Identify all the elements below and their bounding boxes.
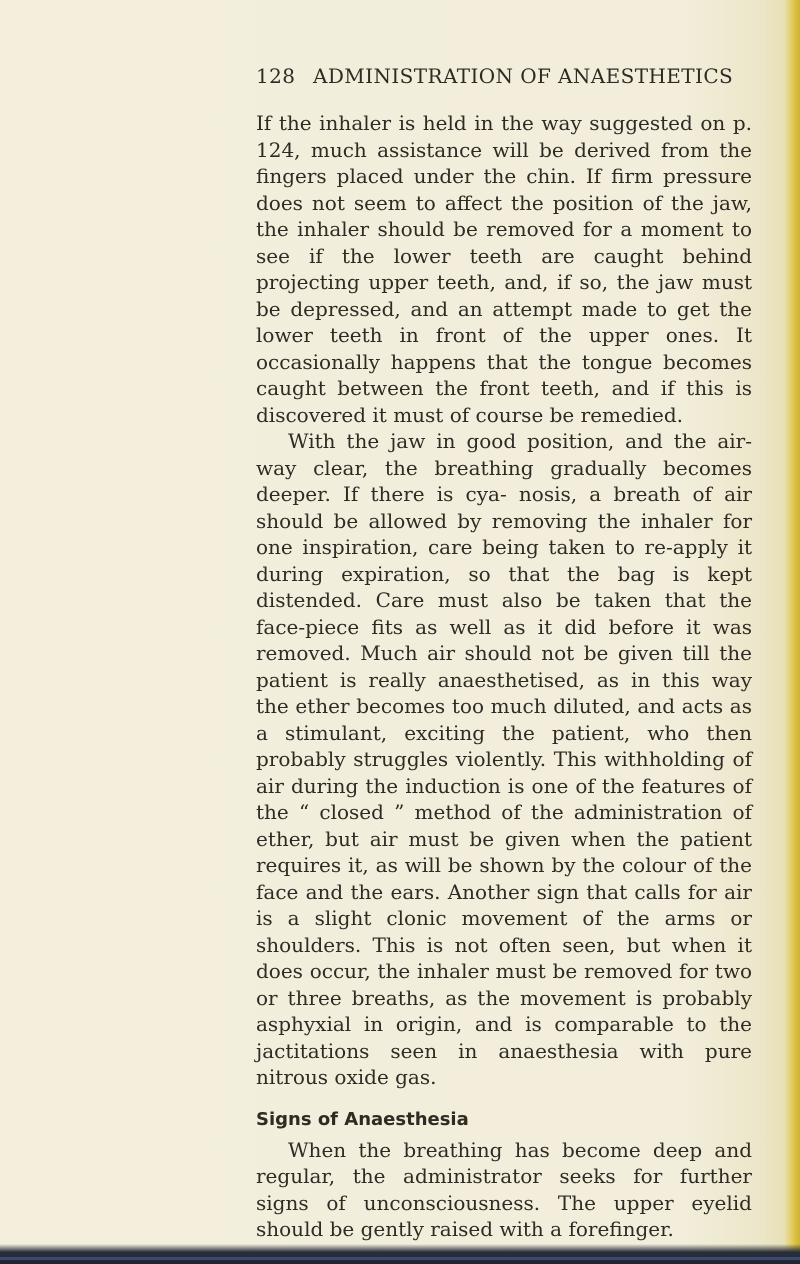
body-text bbox=[256, 110, 752, 1243]
running-title: ADMINISTRATION OF ANAESTHETICS bbox=[313, 64, 734, 88]
page-bottom-edge bbox=[0, 1244, 800, 1264]
page-edge-shadow bbox=[784, 0, 800, 1264]
paragraph-2: With the jaw in good position, and the air-way clear, the breathing gradually becomes deeper. If there is cya- nosis, a breath of air should be allowed by removing the inhaler for one inspiration, care being taken to re-apply it during expiration, so that the bag is kept distended. Care must also be taken that the face-piece fits as well as it did before it was removed. Much air should not be given till the patient is really anaesthetised, as in this way the ether becomes too much diluted, and acts as a stimulant, exciting the patient, who then probably struggles violently. This withholding of air during the induction is one of the features of the “ closed ” method of the administration of ether, but air must be given when the patient requires it, as will be shown by the colour of the face and the ears. Another sign that calls for air is a slight clonic movement of the arms or shoulders. This is not often seen, but when it does occur, the inhaler must be removed for two or three breaths, as the movement is probably asphyxial in origin, and is comparable to the jactitations seen in anaesthesia with pure nitrous oxide gas. bbox=[256, 429, 752, 1089]
section-paragraph: When the breathing has become deep and regular, the administrator seeks for further signs of unconsciousness. The upper eyelid should be gently raised with a forefinger. bbox=[256, 1137, 752, 1241]
page-number: 128 bbox=[256, 64, 296, 88]
page-bottom-highlight bbox=[0, 1257, 800, 1260]
section-heading: Signs of Anaesthesia bbox=[256, 1108, 469, 1130]
paragraph-1: If the inhaler is held in the way suggested on p. 124, much assistance will be derived from the fingers placed under the chin. If firm pressure does not seem to affect the position of the jaw, the inhaler should be removed for a moment to see if the lower teeth are caught behind projecting upper teeth, and, if so, the jaw must be depressed, and an attempt made to get the lower teeth in front of the upper ones. It occasionally happens that the tongue becomes caught between the front teeth, and if this is discovered it must of course be remedied. bbox=[256, 111, 752, 427]
page-header bbox=[0, 58, 800, 98]
